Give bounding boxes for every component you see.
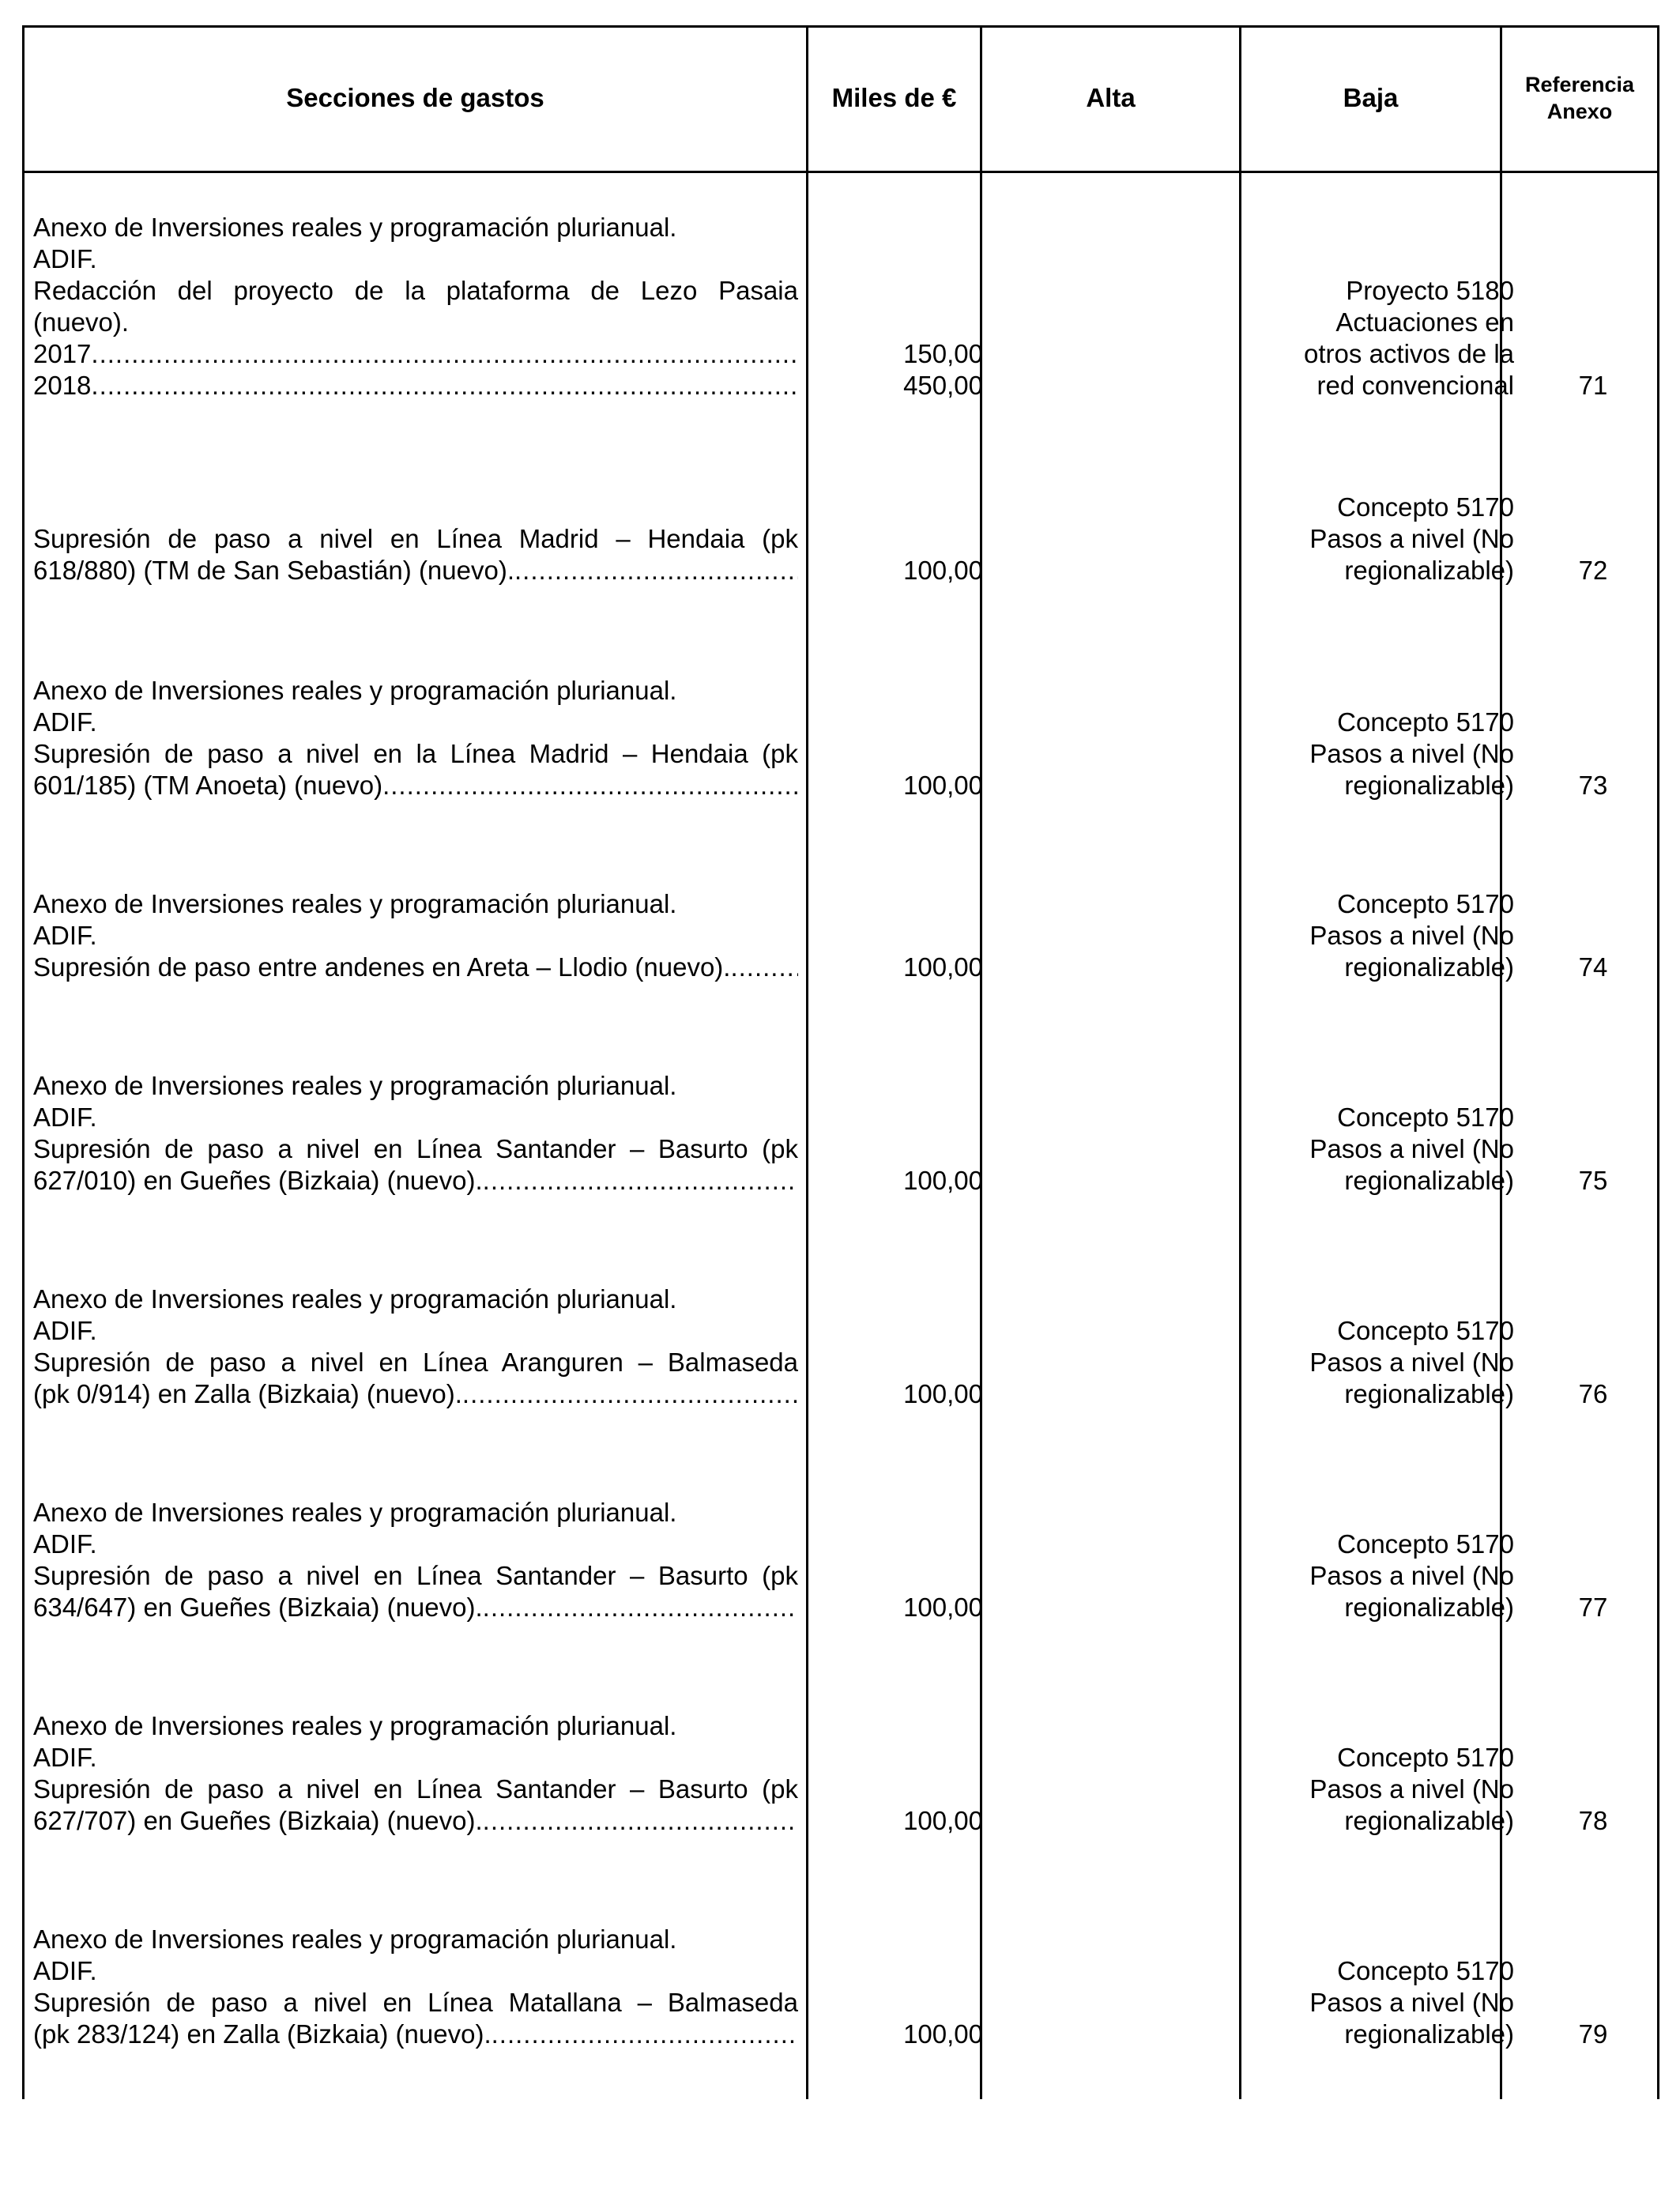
description-line: Redacción del proyecto de la plataforma de Lezo Pasaia	[33, 276, 798, 305]
table-row	[22, 1070, 1659, 1197]
description-line: Supresión de paso a nivel en la Línea Madrid – Hendaia (pk	[33, 739, 798, 768]
row-description	[33, 1710, 798, 1837]
table-row	[22, 492, 1659, 586]
amount-value: 150,00	[903, 339, 983, 368]
row-description	[33, 1070, 798, 1197]
reference-value: 74	[1578, 952, 1608, 982]
table-row	[22, 1924, 1659, 2050]
row-description	[33, 888, 798, 983]
description-line: Anexo de Inversiones reales y programación plurianual.	[33, 1924, 677, 1954]
reference-value: 73	[1578, 771, 1608, 800]
row-reference	[1527, 1924, 1659, 2050]
row-reference	[1527, 212, 1659, 401]
row-alta	[1008, 1070, 1245, 1197]
row-description	[33, 675, 798, 801]
description-line: (nuevo).	[33, 307, 130, 337]
reference-value: 78	[1578, 1806, 1608, 1835]
amount-value: 100,00	[903, 1593, 983, 1622]
description-line: ADIF.	[33, 1103, 97, 1132]
description-line: Anexo de Inversiones reales y programación plurianual.	[33, 676, 677, 705]
header-secciones: Secciones de gastos	[286, 83, 544, 112]
row-amount	[812, 212, 983, 401]
row-baja	[1272, 1284, 1514, 1410]
description-line: ADIF.	[33, 1743, 97, 1772]
header-miles: Miles de €	[831, 83, 957, 112]
row-amount	[812, 1924, 983, 2050]
description-line: ADIF.	[33, 1956, 97, 1985]
baja-line: regionalizable)	[1344, 1593, 1514, 1622]
description-line-dotted: 627/707) en Gueñes (Bizkaia) (nuevo). .....	[33, 1805, 798, 1837]
table-row	[22, 675, 1659, 801]
row-alta	[1008, 675, 1245, 801]
table-row	[22, 888, 1659, 983]
table-row	[22, 1284, 1659, 1410]
row-reference	[1527, 675, 1659, 801]
row-amount	[812, 1284, 983, 1410]
reference-value: 75	[1578, 1166, 1608, 1195]
description-line-dotted: 601/185) (TM Anoeta) (nuevo) .....	[33, 770, 798, 801]
row-alta	[1008, 1710, 1245, 1837]
row-description	[33, 1497, 798, 1623]
row-amount	[812, 888, 983, 983]
baja-line: regionalizable)	[1344, 771, 1514, 800]
row-reference	[1527, 1284, 1659, 1410]
row-reference	[1527, 1710, 1659, 1837]
row-reference	[1527, 492, 1659, 586]
header-alta: Alta	[1086, 83, 1136, 112]
row-description	[33, 212, 798, 401]
row-alta	[1008, 1284, 1245, 1410]
table-row	[22, 1710, 1659, 1837]
baja-line: otros activos de la	[1304, 339, 1514, 368]
description-line: Supresión de paso a nivel en Línea Madrid – Hendaia (pk	[33, 524, 798, 553]
row-baja	[1272, 1497, 1514, 1623]
amount-value: 100,00	[903, 556, 983, 585]
amount-value: 100,00	[903, 1166, 983, 1195]
baja-line: Proyecto 5180	[1346, 276, 1514, 305]
description-line-dotted: (pk 283/124) en Zalla (Bizkaia) (nuevo). .....	[33, 2019, 798, 2050]
baja-line: Concepto 5170	[1337, 889, 1514, 918]
description-line: Anexo de Inversiones reales y programación plurianual.	[33, 1498, 677, 1527]
description-line-dotted: 634/647) en Gueñes (Bizkaia) (nuevo). .....	[33, 1592, 798, 1623]
reference-value: 76	[1578, 1379, 1608, 1408]
description-line: Anexo de Inversiones reales y programación plurianual.	[33, 889, 677, 918]
row-reference	[1527, 1497, 1659, 1623]
description-line: Supresión de paso a nivel en Línea Santander – Basurto (pk	[33, 1134, 798, 1163]
baja-line: regionalizable)	[1344, 1806, 1514, 1835]
baja-line: Pasos a nivel (No	[1309, 1348, 1514, 1377]
description-line-dotted: 2017 .....	[33, 338, 798, 370]
header-referencia-line2: Anexo	[1546, 100, 1613, 123]
row-alta	[1008, 1497, 1245, 1623]
description-line: Anexo de Inversiones reales y programación plurianual.	[33, 1711, 677, 1740]
row-baja	[1272, 675, 1514, 801]
amount-value: 100,00	[903, 2019, 983, 2049]
baja-line: Pasos a nivel (No	[1309, 524, 1514, 553]
baja-line: regionalizable)	[1344, 952, 1514, 982]
baja-line: regionalizable)	[1344, 1166, 1514, 1195]
row-amount	[812, 492, 983, 586]
baja-line: Concepto 5170	[1337, 1743, 1514, 1772]
baja-line: Pasos a nivel (No	[1309, 1561, 1514, 1590]
baja-line: Concepto 5170	[1337, 707, 1514, 737]
description-line: Supresión de paso a nivel en Línea Aranguren – Balmaseda	[33, 1348, 798, 1377]
reference-value: 79	[1578, 2019, 1608, 2049]
amount-value: 100,00	[903, 1806, 983, 1835]
row-baja	[1272, 492, 1514, 586]
baja-line: Concepto 5170	[1337, 492, 1514, 522]
description-line-dotted: 2018 .....	[33, 370, 798, 401]
row-reference	[1527, 888, 1659, 983]
description-line: Supresión de paso a nivel en Línea Matallana – Balmaseda	[33, 1988, 798, 2017]
row-amount	[812, 1710, 983, 1837]
row-baja	[1272, 1924, 1514, 2050]
description-line: ADIF.	[33, 1316, 97, 1345]
reference-value: 77	[1578, 1593, 1608, 1622]
header-referencia-line1: Referencia	[1524, 73, 1635, 96]
baja-line: Concepto 5170	[1337, 1316, 1514, 1345]
baja-line: regionalizable)	[1344, 2019, 1514, 2049]
description-line: Supresión de paso a nivel en Línea Santander – Basurto (pk	[33, 1561, 798, 1590]
header-bottom-border	[22, 171, 1659, 173]
amount-value: 450,00	[903, 371, 983, 400]
description-line: Anexo de Inversiones reales y programación plurianual.	[33, 213, 677, 242]
baja-line: Concepto 5170	[1337, 1529, 1514, 1559]
description-line: ADIF.	[33, 707, 97, 737]
baja-line: Actuaciones en	[1335, 307, 1514, 337]
amount-value: 100,00	[903, 952, 983, 982]
baja-line: red convencional	[1317, 371, 1514, 400]
row-amount	[812, 1497, 983, 1623]
row-amount	[812, 1070, 983, 1197]
description-line-dotted: 627/010) en Gueñes (Bizkaia) (nuevo). .....	[33, 1165, 798, 1197]
header-referencia	[1502, 25, 1657, 171]
row-alta	[1008, 492, 1245, 586]
description-line-dotted: 618/880) (TM de San Sebastián) (nuevo). .....	[33, 555, 798, 586]
baja-line: regionalizable)	[1344, 1379, 1514, 1408]
row-amount	[812, 675, 983, 801]
baja-line: Pasos a nivel (No	[1309, 1774, 1514, 1804]
baja-line: Pasos a nivel (No	[1309, 739, 1514, 768]
baja-line: Concepto 5170	[1337, 1956, 1514, 1985]
baja-line: Pasos a nivel (No	[1309, 1134, 1514, 1163]
row-description	[33, 1924, 798, 2050]
description-line: Anexo de Inversiones reales y programación plurianual.	[33, 1071, 677, 1100]
budget-table	[22, 25, 1659, 2099]
table-row	[22, 1497, 1659, 1623]
description-line: ADIF.	[33, 244, 97, 273]
row-baja	[1272, 1070, 1514, 1197]
amount-value: 100,00	[903, 1379, 983, 1408]
header-baja: Baja	[1343, 83, 1399, 112]
row-baja	[1272, 1710, 1514, 1837]
description-line: Anexo de Inversiones reales y programación plurianual.	[33, 1284, 677, 1314]
baja-line: regionalizable)	[1344, 556, 1514, 585]
row-baja	[1272, 888, 1514, 983]
reference-value: 72	[1578, 556, 1608, 585]
baja-line: Concepto 5170	[1337, 1103, 1514, 1132]
row-description	[33, 1284, 798, 1410]
row-description	[33, 492, 798, 586]
reference-value: 71	[1578, 371, 1608, 400]
description-line-dotted: Supresión de paso entre andenes en Areta – Llodio (nuevo). .....	[33, 952, 798, 983]
amount-value: 100,00	[903, 771, 983, 800]
description-line: ADIF.	[33, 921, 97, 950]
row-alta	[1008, 212, 1245, 401]
description-line-dotted: (pk 0/914) en Zalla (Bizkaia) (nuevo). .....	[33, 1378, 798, 1410]
baja-line: Pasos a nivel (No	[1309, 921, 1514, 950]
row-baja	[1272, 212, 1514, 401]
description-line: ADIF.	[33, 1529, 97, 1559]
row-alta	[1008, 1924, 1245, 2050]
table-row	[22, 212, 1659, 401]
row-reference	[1527, 1070, 1659, 1197]
description-line: Supresión de paso a nivel en Línea Santander – Basurto (pk	[33, 1774, 798, 1804]
baja-line: Pasos a nivel (No	[1309, 1988, 1514, 2017]
row-alta	[1008, 888, 1245, 983]
